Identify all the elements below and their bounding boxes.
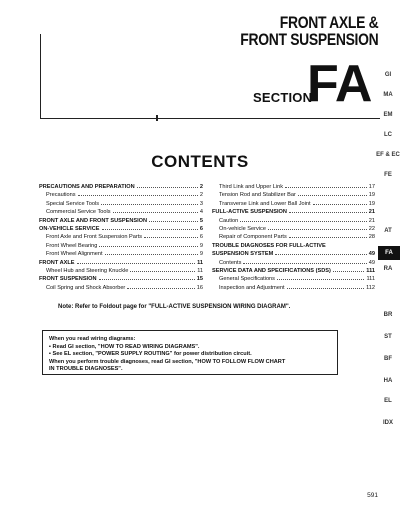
section-tab-at[interactable]: AT — [384, 228, 392, 234]
section-tab-gi[interactable]: GI — [384, 72, 392, 78]
toc-leader-dots — [333, 271, 364, 272]
toc-entry — [212, 217, 375, 225]
toc-entry — [39, 242, 203, 250]
toc-entry-title: Tension Rod and Stabilizer Bar — [219, 192, 296, 199]
toc-entry-page: 21 — [368, 217, 375, 224]
section-tab-lc[interactable]: LC — [384, 132, 392, 138]
toc-entry-title: Third Link and Upper Link — [219, 184, 284, 190]
instruction-line: When you read wiring diagrams: — [49, 336, 136, 342]
toc-leader-dots — [275, 254, 367, 255]
toc-entry-title: Contents — [219, 259, 242, 266]
toc-entry-page: 3 — [199, 200, 203, 207]
toc-leader-dots — [289, 237, 367, 238]
toc-leader-dots — [243, 263, 366, 264]
instruction-box — [42, 330, 338, 375]
section-tab-em[interactable]: EM — [383, 112, 393, 118]
toc-leader-dots — [113, 212, 198, 213]
header-rule-vertical — [40, 34, 41, 118]
toc-entry — [212, 208, 375, 216]
toc-entry-page: 111 — [366, 276, 375, 283]
toc-entry — [212, 284, 375, 292]
toc-entry — [212, 275, 375, 283]
toc-entry-title: FRONT AXLE AND FRONT SUSPENSION — [39, 217, 148, 224]
toc-entry-page: 21 — [368, 209, 375, 216]
instruction-line: When you perform trouble diagnoses, read GI section, "HOW TO FOLLOW FLOW CHART — [49, 358, 286, 365]
instruction-line: IN TROUBLE DIAGNOSES". — [49, 366, 123, 372]
toc-entry-title: SUSPENSION SYSTEM — [212, 251, 274, 258]
toc-leader-dots — [298, 195, 367, 196]
toc-entry-title: Special Service Tools — [46, 200, 100, 207]
toc-entry — [39, 267, 203, 275]
toc-left-column — [39, 183, 203, 292]
toc-entry-title: Coil Spring and Shock Absorber — [46, 284, 126, 291]
toc-entry-page: 16 — [196, 284, 203, 291]
toc-entry-page: 9 — [199, 242, 203, 249]
toc-entry-title: Front Wheel Alignment — [46, 251, 103, 258]
toc-leader-dots — [101, 204, 198, 205]
section-tab-ef-ec[interactable]: EF & EC — [376, 152, 400, 158]
section-tab-el[interactable]: EL — [384, 398, 392, 404]
instruction-line: ▪ See EL section, "POWER SUPPLY ROUTING" for power distribution circuit. — [49, 351, 252, 357]
section-tab-fe[interactable]: FE — [384, 172, 392, 178]
toc-entry-page: 111 — [366, 267, 375, 274]
toc-entry-title: FULL-ACTIVE SUSPENSION — [212, 209, 287, 216]
section-label: SECTION — [253, 90, 313, 105]
toc-entry-page: 2 — [199, 184, 203, 190]
title-line-2: FRONT SUSPENSION — [239, 30, 378, 49]
toc-entry — [212, 200, 375, 208]
toc-entry-page: 6 — [199, 234, 203, 241]
toc-leader-dots — [130, 271, 195, 272]
toc-leader-dots — [144, 237, 198, 238]
toc-entry — [212, 233, 375, 241]
header-rule-horizontal — [40, 118, 380, 119]
foldout-note: Note: Refer to Foldout page for "FULL-ACTIVE SUSPENSION WIRING DIAGRAM". — [58, 304, 291, 310]
toc-right-column — [212, 183, 375, 292]
toc-leader-dots — [285, 187, 367, 188]
section-title — [240, 14, 378, 48]
toc-entry — [39, 191, 203, 199]
toc-entry-title: TROUBLE DIAGNOSES FOR FULL-ACTIVE — [212, 242, 326, 249]
toc-entry — [212, 242, 375, 250]
section-tabs — [376, 0, 400, 518]
toc-entry-title: Transverse Link and Lower Ball Joint — [219, 200, 311, 207]
toc-entry — [39, 225, 203, 233]
toc-entry — [39, 183, 203, 191]
toc-leader-dots — [277, 279, 365, 280]
toc-entry — [39, 208, 203, 216]
toc-leader-dots — [78, 195, 198, 196]
toc-leader-dots — [240, 221, 366, 222]
section-tab-fa[interactable]: FA — [378, 246, 400, 260]
toc-entry-title: FRONT SUSPENSION — [39, 276, 97, 283]
toc-entry-title: Precautions — [46, 192, 76, 199]
toc-entry-page: 19 — [368, 200, 375, 207]
instruction-line: ▪ Read GI section, "HOW TO READ WIRING DIAGRAMS". — [49, 343, 200, 350]
toc-entry-title: Commercial Service Tools — [46, 209, 111, 216]
toc-entry — [39, 275, 203, 283]
toc-entry-page: 15 — [196, 276, 203, 283]
toc-entry-page: 4 — [199, 209, 203, 216]
toc-entry — [212, 183, 375, 191]
toc-entry-title: Inspection and Adjustment — [219, 284, 285, 291]
toc-leader-dots — [77, 263, 196, 264]
toc-leader-dots — [127, 288, 194, 289]
toc-entry-page: 2 — [199, 192, 203, 199]
toc-entry — [212, 259, 375, 267]
toc-leader-dots — [313, 204, 367, 205]
toc-leader-dots — [137, 187, 198, 188]
toc-entry-page: 28 — [368, 234, 375, 241]
toc-entry-page: 5 — [199, 217, 203, 224]
toc-entry-page: 9 — [199, 251, 203, 258]
toc-entry — [39, 259, 203, 267]
toc-entry-page: 49 — [368, 259, 375, 266]
section-tab-ha[interactable]: HA — [383, 378, 393, 384]
toc-entry-page: 22 — [368, 225, 375, 232]
toc-leader-dots — [105, 254, 198, 255]
toc-entry-title: Wheel Hub and Steering Knuckle — [46, 267, 129, 274]
toc-entry-page: 11 — [197, 259, 203, 266]
header-rule-tick — [156, 115, 158, 121]
toc-leader-dots — [102, 229, 198, 230]
page-number: 591 — [367, 492, 378, 499]
toc-entry — [39, 250, 203, 258]
toc-entry-title: Front Wheel Bearing — [46, 242, 98, 249]
toc-entry-title: ON-VEHICLE SERVICE — [39, 225, 100, 232]
toc-entry-title: General Specifications — [219, 276, 275, 283]
section-tab-br[interactable]: BR — [383, 312, 393, 318]
toc-entry-page: 49 — [368, 251, 375, 258]
toc-entry-title: On-vehicle Service — [219, 225, 266, 232]
toc-entry — [212, 267, 375, 275]
toc-entry-page: 112 — [366, 284, 375, 291]
contents-heading: CONTENTS — [151, 152, 249, 171]
toc-leader-dots — [99, 246, 198, 247]
toc-leader-dots — [268, 229, 367, 230]
toc-leader-dots — [99, 279, 195, 280]
toc-entry — [39, 217, 203, 225]
toc-entry-page: 19 — [368, 192, 375, 199]
toc-entry-page: 11 — [197, 267, 203, 274]
toc-entry — [39, 233, 203, 241]
toc-entry-title: Caution — [219, 217, 239, 224]
title-line-1: FRONT AXLE & — [279, 13, 378, 32]
toc-entry-title: PRECAUTIONS AND PREPARATION — [39, 184, 135, 190]
toc-leader-dots — [289, 212, 367, 213]
toc-leader-dots — [287, 288, 364, 289]
section-tab-idx[interactable]: IDX — [382, 420, 393, 426]
toc-entry — [212, 191, 375, 199]
toc-entry-page: 17 — [368, 184, 375, 190]
toc-entry-page: 6 — [199, 225, 203, 232]
toc-entry — [212, 250, 375, 258]
toc-entry — [39, 200, 203, 208]
toc-entry-title: SERVICE DATA AND SPECIFICATIONS (SDS) — [212, 267, 331, 274]
toc-leader-dots — [149, 221, 198, 222]
toc-entry-title: FRONT AXLE — [39, 259, 75, 266]
section-code: FA — [307, 55, 372, 113]
section-tab-bf[interactable]: BF — [384, 356, 392, 362]
section-tab-ra[interactable]: RA — [383, 266, 393, 272]
toc-entry-title: Front Axle and Front Suspension Parts — [46, 234, 143, 241]
toc-entry — [39, 284, 203, 292]
toc-entry-title: Repair of Component Parts — [219, 234, 287, 241]
toc-entry — [212, 225, 375, 233]
section-tab-st[interactable]: ST — [384, 334, 392, 340]
section-tab-ma[interactable]: MA — [383, 92, 393, 98]
